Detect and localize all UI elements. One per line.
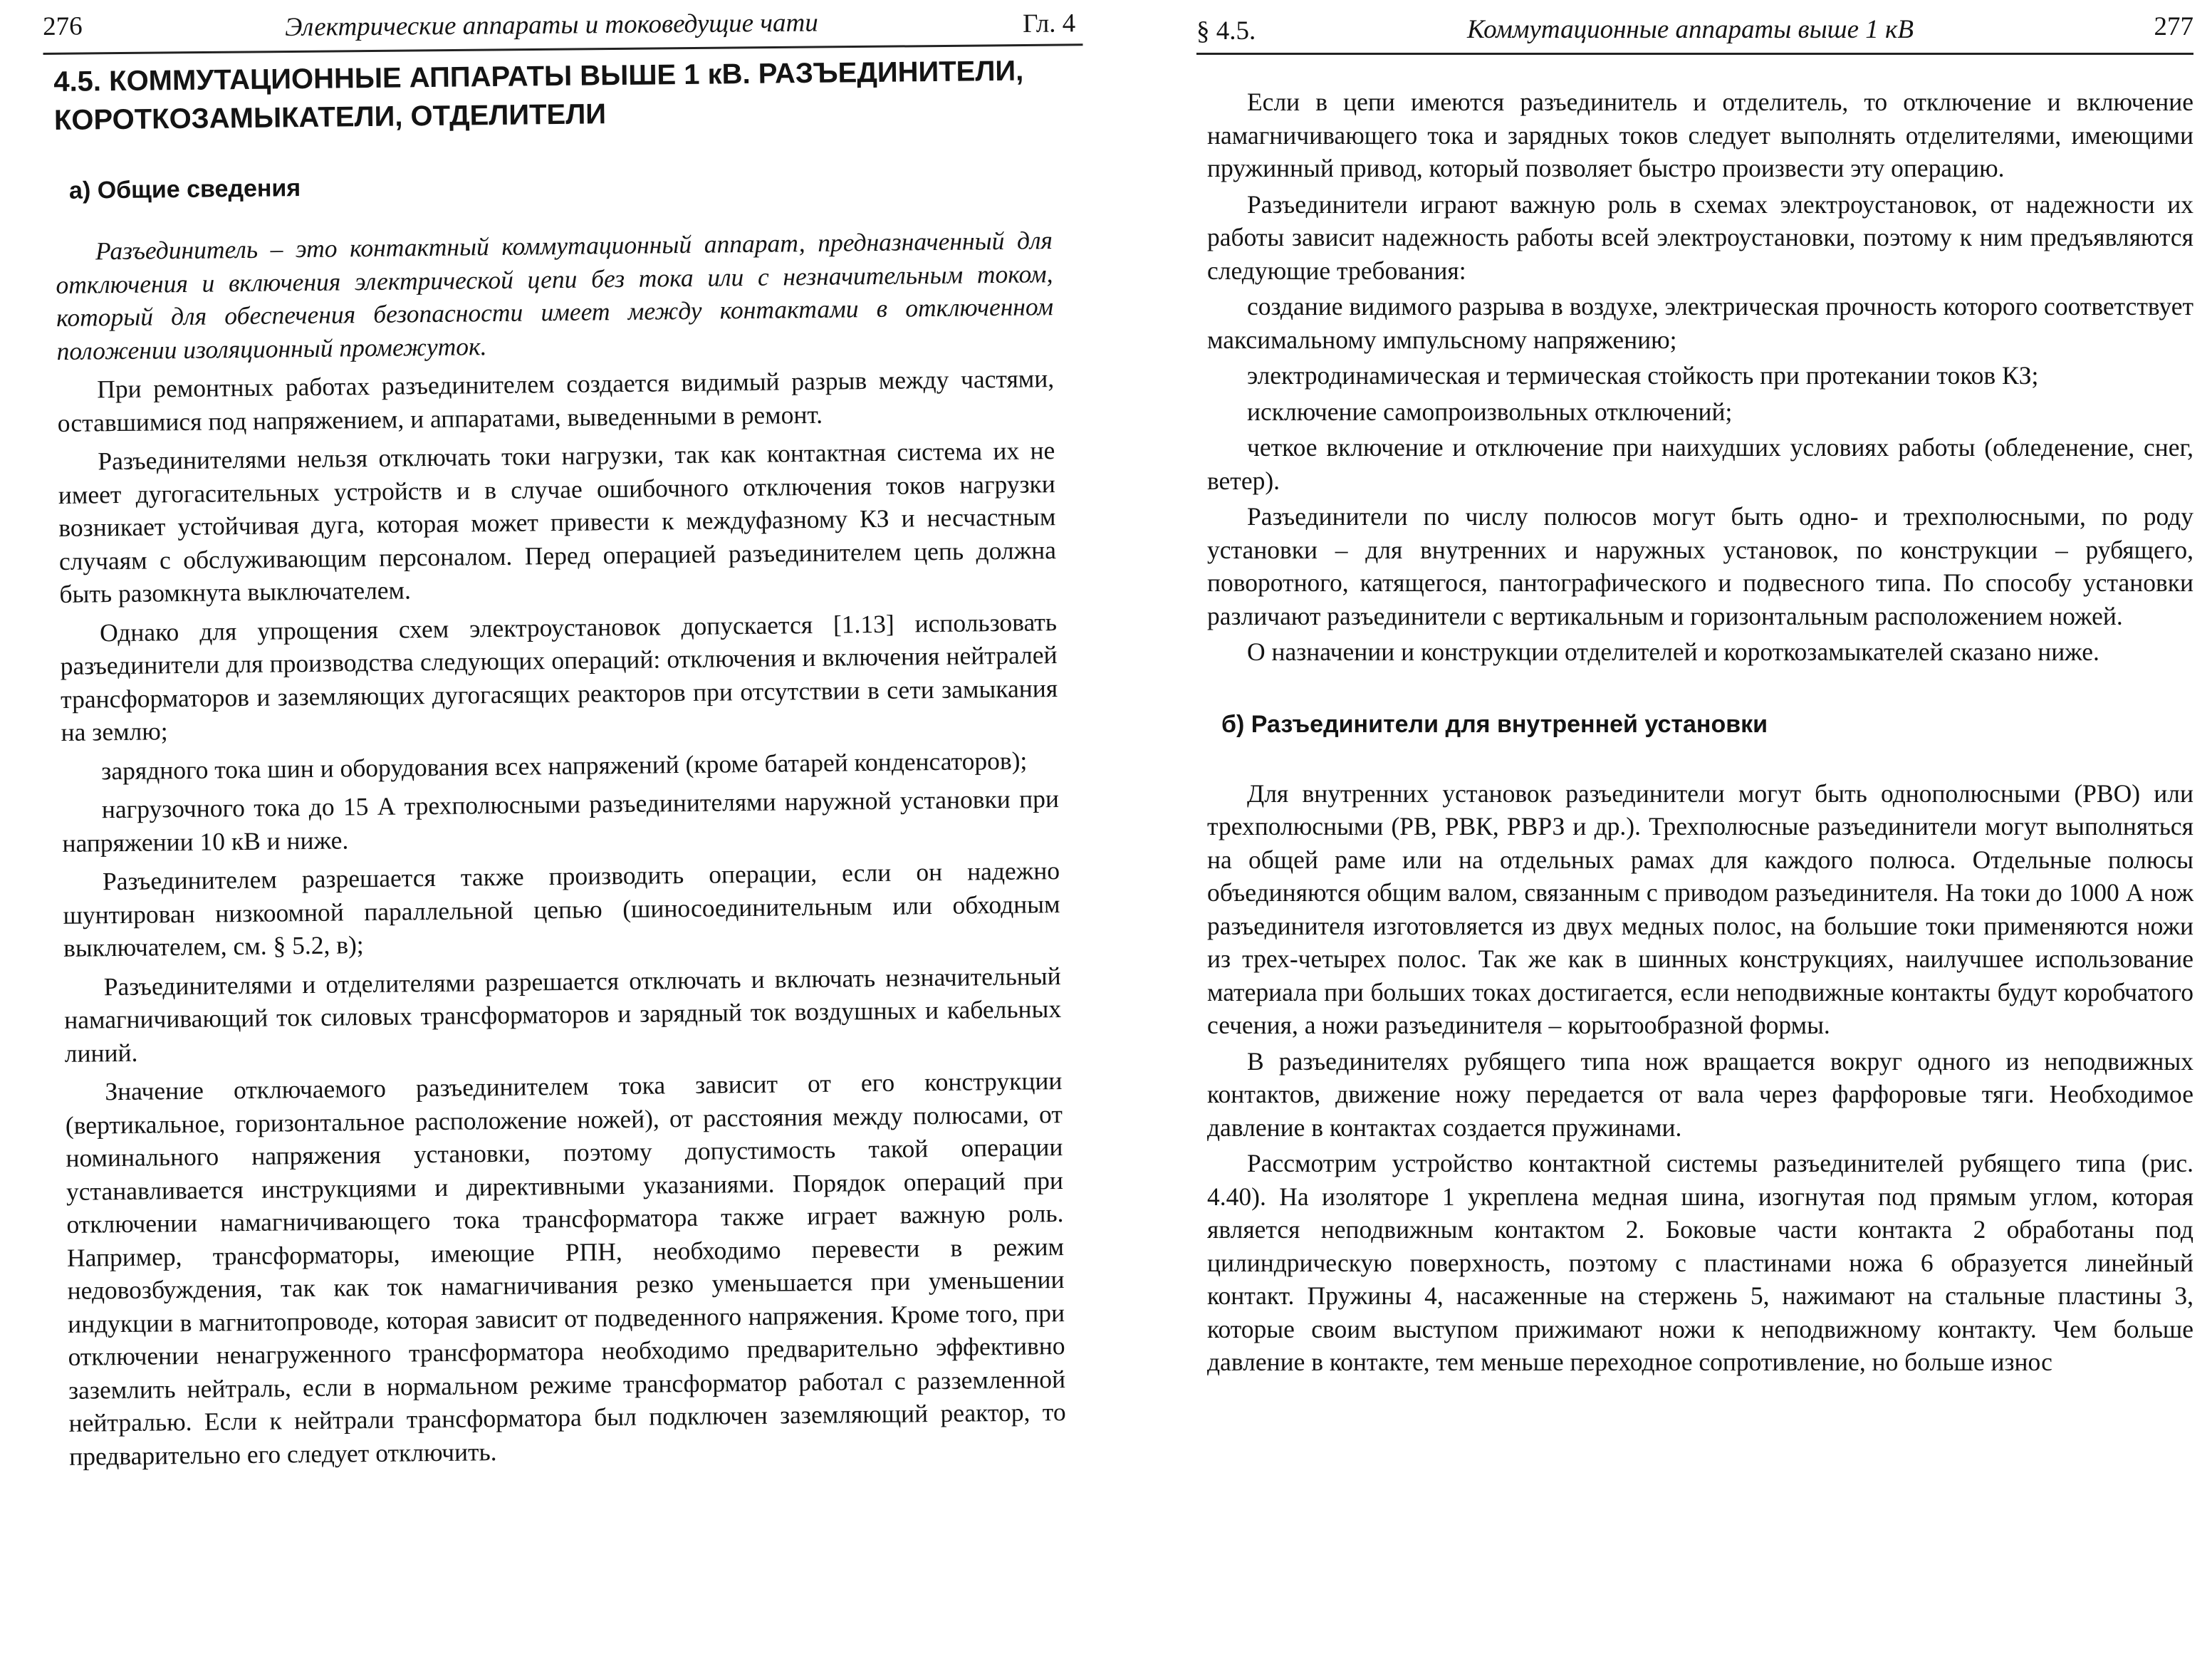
- paragraph: О назначении и конструкции отделителей и короткозамыкателей сказано ниже.: [1247, 637, 2099, 666]
- left-page-body: [53, 51, 1066, 1479]
- section-title: 4.5. КОММУТАЦИОННЫЕ АППАРАТЫ ВЫШЕ 1 кВ. РАЗЪЕДИНИТЕЛИ, КОРОТКОЗАМЫКАТЕЛИ, ОТДЕЛИТЕЛИ: [53, 55, 1024, 136]
- left-page: [0, 0, 1090, 1671]
- paragraph: электродинамическая и термическая стойкость при протекании токов КЗ;: [1247, 361, 2039, 390]
- paragraph: создание видимого разрыва в воздухе, электрическая прочность которого соответствует максимальному импульсному напряжению;: [1207, 292, 2193, 354]
- subsection-heading: б) Разъединители для внутренней установки: [1221, 710, 1768, 738]
- page-number: 276: [43, 11, 83, 41]
- paragraph: Разъединители играют важную роль в схемах электроустановок, от надежности их работы зависит надежность работы всей электроустановки, поэтому к ним предъявляются следующие требования:: [1207, 189, 2193, 285]
- paragraph: четкое включение и отключение при наихудших условиях работы (обледенение, снег, ветер).: [1207, 433, 2193, 495]
- header-rule: [1196, 53, 2193, 55]
- subsection-heading: а) Общие сведения: [68, 175, 301, 204]
- paragraph: Если в цепи имеются разъединитель и отделитель, то отключение и включение намагничивающего тока и зарядных токов следует выполнять отделителями, имеющими пружинный привод, который позволяет быстро произвести эту операцию.: [1207, 88, 2193, 182]
- paragraph: исключение самопроизвольных отключений;: [1247, 397, 1733, 426]
- right-page: [1168, 0, 2193, 1671]
- paragraph: Значение отключаемого разъединителем тока зависит от его конструкции (вертикальное, горизонтальное расположение ножей), от расстояния между полюсами, от номинального напряжения установки, поэтому допустимость такой операции устанавливается инструкциями и директивными указаниями. Порядок операций при отключении намагничивающего тока трансформатора также играет важную роль. Например, трансформаторы, имеющие РПН, необходимо перевести в режим недовозбуждения, так как ток намагничивания резко уменьшается при уменьшении индукции в магнитопроводе, которая зависит от подведенного напряжения. Кроме того, при отключении ненагруженного трансформатора необходимо предварительно эффективно заземлить нейтраль, если в нормальном режиме трансформатор работал с разземленной нейтралью. Если к нейтрали трансформатора был подключен заземляющий реактор, то предварительно его следует отключить.: [65, 1066, 1066, 1471]
- paragraph: Разъединителями нельзя отключать токи нагрузки, так как контактная система их не имеет дугогасительных устройств и в случае ошибочного отключения токов нагрузки возникает устойчивая дуга, которая может привести к междуфазному КЗ и несчастным случаям с обслуживающим персоналом. Перед операцией разъединителем цепь должна быть разомкнута выключателем.: [58, 436, 1057, 608]
- paragraph: Разъединителями и отделителями разрешается отключать и включать незначительный намагничивающий ток силовых трансформаторов и зарядный ток воздушных и кабельных линий.: [64, 961, 1062, 1068]
- right-page-body: [1207, 85, 2193, 1382]
- chapter-label: Гл. 4: [1022, 9, 1076, 38]
- paragraph: Рассмотрим устройство контактной системы разъединителей рубящего типа (рис. 4.40). На изоляторе 1 укреплена медная шина, изогнутая под прямым углом, которая является неподвижным контактом 2. Боковые части контакта 2 обработаны под цилиндрическую поверхность, поэтому с пластинами ножа 6 образуется линейный контакт. Пружины 4, насаженные на стержень 5, нажимают на стальные пластины 3, которые своим выступом прижимают ножи к неподвижному контакту. Чем больше давление в контакте, тем меньше переходное сопротивление, но больше износ: [1207, 1149, 2193, 1376]
- paragraph: зарядного тока шин и оборудования всех напряжений (кроме батарей конденсаторов);: [101, 746, 1028, 785]
- right-page-header: [1196, 11, 2193, 48]
- paragraph: Разъединителем разрешается также производить операции, если он надежно шунтирован низкоомной параллельной цепью (шиносоединительным или обходным выключателем, см. § 5.2, в);: [63, 856, 1060, 962]
- paragraph: В разъединителях рубящего типа нож вращается вокруг одного из неподвижных контактов, движение ножу передается от вала через фарфоровые тяги. Необходимое давление в контактах создается пружинами.: [1207, 1046, 2193, 1142]
- running-title: Электрические аппараты и токоведущие чати: [285, 8, 818, 43]
- section-mark: § 4.5.: [1196, 16, 1256, 46]
- left-page-header: [43, 2, 1082, 48]
- paragraph: При ремонтных работах разъединителем создается видимый разрыв между частями, оставшимися под напряжением, и аппаратами, выведенными в ремонт.: [57, 364, 1055, 437]
- paragraph: нагрузочного тока до 15 А трехполюсными разъединителями наружной установки при напряжении 10 кВ и ниже.: [62, 784, 1060, 858]
- page-number: 277: [2154, 12, 2193, 41]
- paragraph: Разъединитель – это контактный коммутационный аппарат, предназначенный для отключения и включения электрической цепи без тока или с незначительным током, который для обеспечения безопасности имеет между контактами в отключенном положении изоляционный промежуток.: [56, 226, 1054, 365]
- paragraph: Однако для упрощения схем электроустановок допускается [1.13] использовать разъединители для производства следующих операций: отключения и включения нейтралей трансформаторов и заземляющих дугогасящих реакторов при отсутствии в сети замыкания на землю;: [60, 607, 1058, 746]
- running-title: Коммутационные аппараты выше 1 кВ: [1467, 15, 1914, 44]
- paragraph: Разъединители по числу полюсов могут быть одно- и трехполюсными, по роду установки – для внутренних и наружных установок, по конструкции – рубящего, поворотного, катящегося, пантографического и подвесного типа. По способу установки различают разъединители с вертикальным и горизонтальным расположением ножей.: [1207, 502, 2193, 630]
- paragraph: Для внутренних установок разъединители могут быть однополюсными (РВО) или трехполюсными (РВ, РВК, РВРЗ и др.). Трехполюсные разъединители могут выполняться на общей раме или на отдельных рамах для каждого полюса. Отдельные полюсы объединяются общим валом, связанным с приводом разъединителя. На токи до 1000 А нож разъединителя изготовляется из двух медных полос, на большие токи применяются ножи из трех-четырех полос. Так же как в шинных конструкциях, наилучшее использование материала при больших токах достигается, если неподвижные контакты будут коробчатого сечения, а ножи разъединителя – корытообразной формы.: [1207, 779, 2193, 1039]
